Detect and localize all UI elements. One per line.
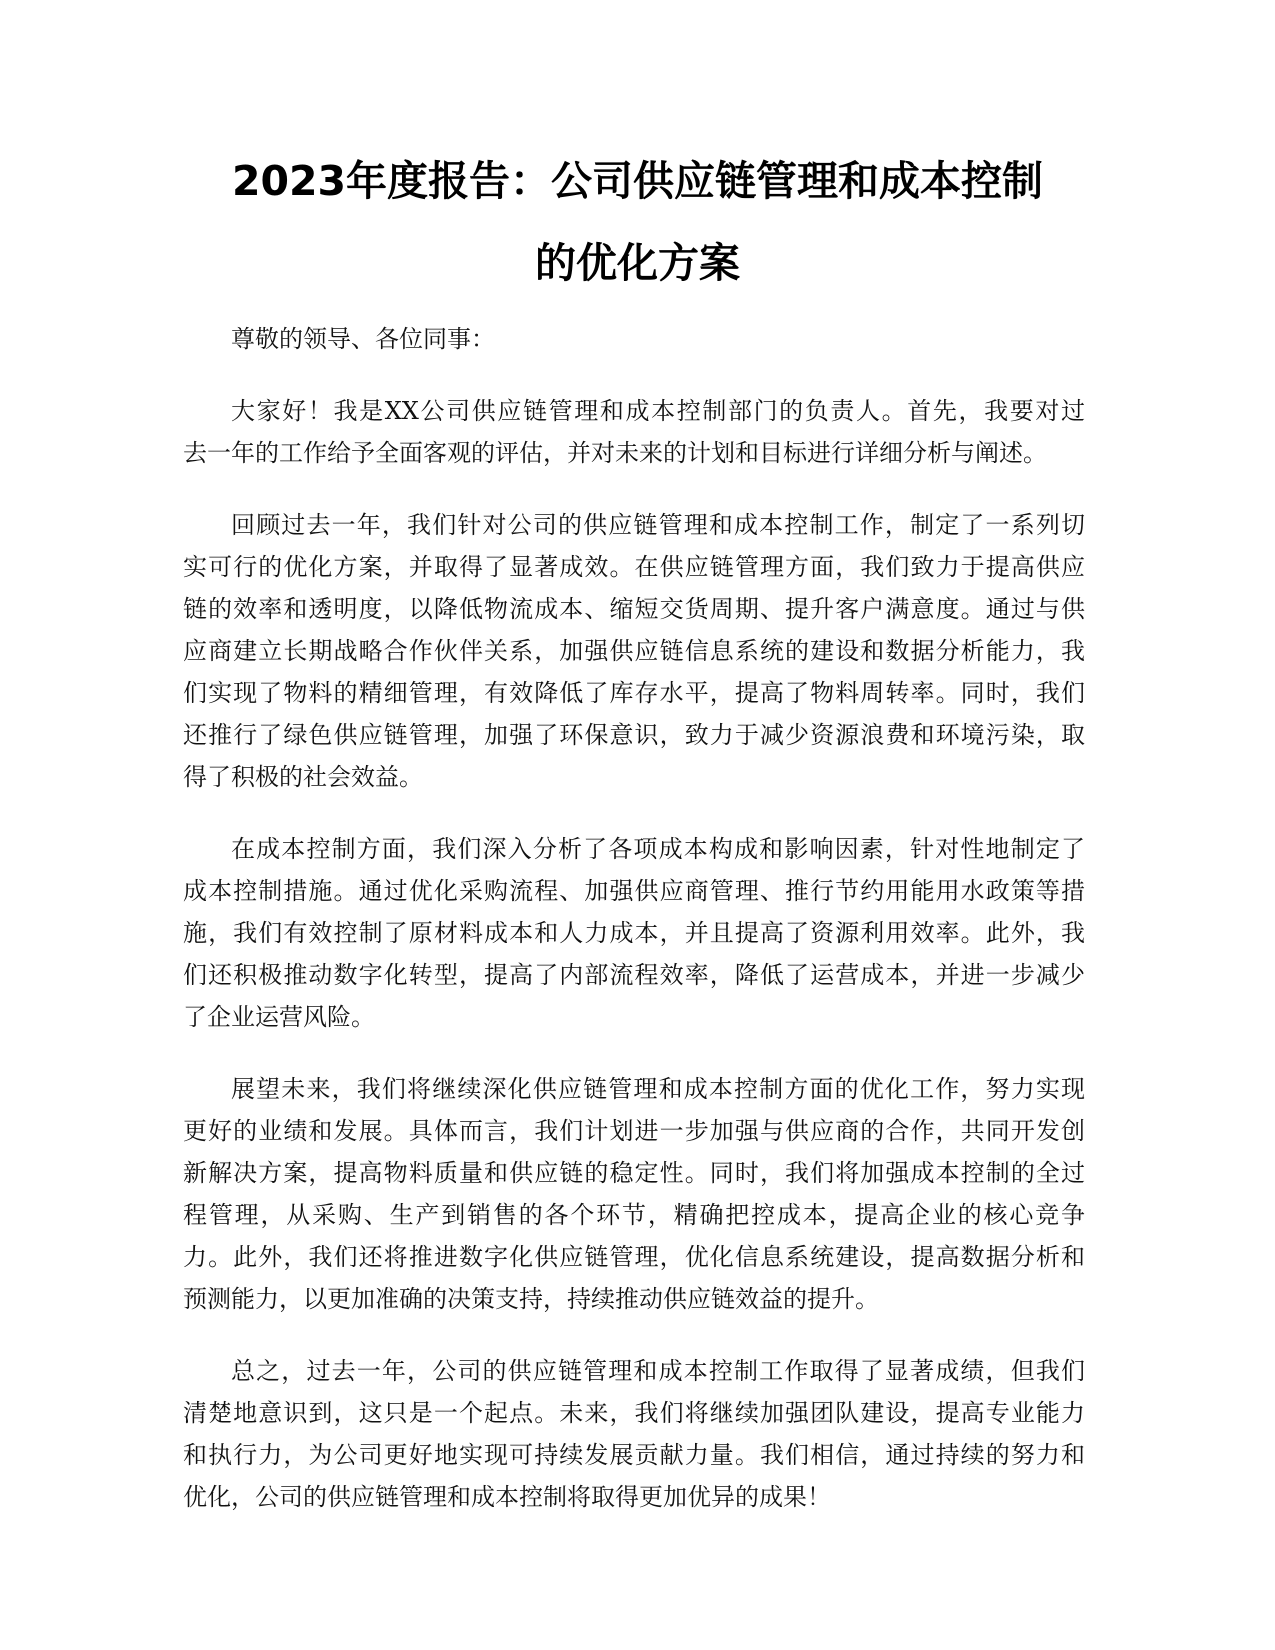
title-line: 的优化方案	[535, 239, 740, 287]
paragraph-cost-control	[183, 828, 1085, 1038]
paragraph-line: 链的效率和透明度，以降低物流成本、缩短交货周期、提升客户满意度。通过与供	[183, 595, 1085, 623]
paragraph-line: 展望未来，我们将继续深化供应链管理和成本控制方面的优化工作，努力实现	[231, 1075, 1085, 1103]
paragraph-line: 清楚地意识到，这只是一个起点。未来，我们将继续加强团队建设，提高专业能力	[183, 1399, 1085, 1427]
paragraph-line: 还推行了绿色供应链管理，加强了环保意识，致力于减少资源浪费和环境污染，取	[183, 721, 1085, 749]
paragraph-line: 应商建立长期战略合作伙伴关系，加强供应链信息系统的建设和数据分析能力，我	[183, 637, 1085, 665]
paragraph-outlook	[183, 1068, 1085, 1320]
document-body	[183, 318, 1085, 1548]
paragraph-line: 优化，公司的供应链管理和成本控制将取得更加优异的成果！	[183, 1483, 831, 1511]
paragraph-line: 成本控制措施。通过优化采购流程、加强供应商管理、推行节约用能用水政策等措	[183, 877, 1085, 905]
paragraph-line: 们还积极推动数字化转型，提高了内部流程效率，降低了运营成本，并进一步减少	[183, 961, 1085, 989]
paragraph-salutation	[183, 318, 1085, 360]
paragraph-line: 实可行的优化方案，并取得了显著成效。在供应链管理方面，我们致力于提高供应	[183, 553, 1085, 581]
paragraph-supply-chain-review	[183, 504, 1085, 798]
title-line: 2023年度报告：公司供应链管理和成本控制	[231, 157, 1044, 205]
paragraph-line: 尊敬的领导、各位同事：	[231, 325, 495, 353]
paragraph-line: 回顾过去一年，我们针对公司的供应链管理和成本控制工作，制定了一系列切	[231, 511, 1085, 539]
paragraph-line: 程管理，从采购、生产到销售的各个环节，精确把控成本，提高企业的核心竞争	[183, 1201, 1085, 1229]
paragraph-line: 了企业运营风险。	[183, 1003, 375, 1031]
paragraph-line: 新解决方案，提高物料质量和供应链的稳定性。同时，我们将加强成本控制的全过	[183, 1159, 1085, 1187]
paragraph-line: 在成本控制方面，我们深入分析了各项成本构成和影响因素，针对性地制定了	[231, 835, 1085, 863]
paragraph-line: 预测能力，以更加准确的决策支持，持续推动供应链效益的提升。	[183, 1285, 879, 1313]
paragraph-line: 更好的业绩和发展。具体而言，我们计划进一步加强与供应商的合作，共同开发创	[183, 1117, 1085, 1145]
paragraph-line: 总之，过去一年，公司的供应链管理和成本控制工作取得了显著成绩，但我们	[231, 1357, 1085, 1385]
paragraph-conclusion	[183, 1350, 1085, 1518]
paragraph-line: 大家好！我是XX公司供应链管理和成本控制部门的负责人。首先，我要对过	[231, 397, 1085, 425]
paragraph-line: 力。此外，我们还将推进数字化供应链管理，优化信息系统建设，提高数据分析和	[183, 1243, 1085, 1271]
paragraph-line: 们实现了物料的精细管理，有效降低了库存水平，提高了物料周转率。同时，我们	[183, 679, 1085, 707]
paragraph-line: 得了积极的社会效益。	[183, 763, 423, 791]
paragraph-introduction	[183, 390, 1085, 474]
document-title	[150, 140, 1125, 304]
paragraph-line: 去一年的工作给予全面客观的评估，并对未来的计划和目标进行详细分析与阐述。	[183, 439, 1047, 467]
paragraph-line: 和执行力，为公司更好地实现可持续发展贡献力量。我们相信，通过持续的努力和	[183, 1441, 1085, 1469]
paragraph-line: 施，我们有效控制了原材料成本和人力成本，并且提高了资源利用效率。此外，我	[183, 919, 1085, 947]
